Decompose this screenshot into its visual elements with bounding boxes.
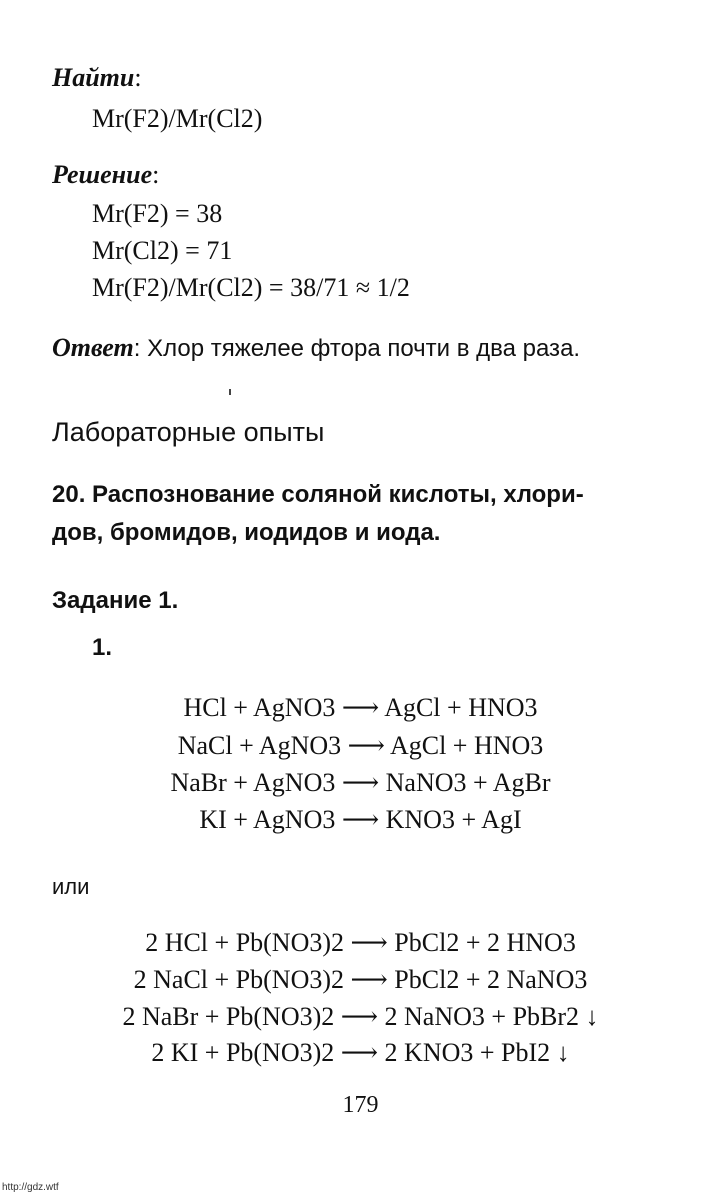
equation-5: 2 HCl + Pb(NO3)2 ⟶ PbCl2 + 2 HNO3: [145, 928, 576, 957]
equation-2: NaCl + AgNO3 ⟶ AgCl + HNO3: [177, 731, 544, 760]
equation-8: 2 KI + Pb(NO3)2 ⟶ 2 KNO3 + PbI2 ↓: [151, 1038, 570, 1067]
equation-3: NaBr + AgNO3 ⟶ NaNO3 + AgBr: [170, 768, 551, 797]
section-heading: Лабораторные опыты: [52, 417, 325, 447]
page-number: 179: [342, 1092, 379, 1118]
task-title-line-1: 20. Распознование соляной кислоты, хлори-: [52, 481, 584, 508]
solution-label: Решение:: [52, 160, 160, 189]
solution-line-3: Mr(F2)/Mr(Cl2) = 38/71 ≈ 1/2: [92, 273, 410, 302]
equation-1: HCl + AgNO3 ⟶ AgCl + HNO3: [183, 693, 538, 722]
equation-6: 2 NaCl + Pb(NO3)2 ⟶ PbCl2 + 2 NaNO3: [133, 965, 588, 994]
scan-speck: [229, 389, 231, 395]
find-label: Найти:: [52, 63, 142, 92]
task-title-line-2: дов, бромидов, иодидов и иода.: [52, 519, 441, 546]
equation-7: 2 NaBr + Pb(NO3)2 ⟶ 2 NaNO3 + PbBr2 ↓: [122, 1002, 599, 1031]
or-text: или: [52, 874, 90, 899]
answer-paragraph: [52, 333, 580, 363]
footer-url[interactable]: http://gdz.wtf: [2, 1182, 59, 1193]
answer-text: : Хлор тяжелее фтора почти в два раза.: [133, 335, 581, 362]
assignment-item-number: 1.: [92, 634, 113, 661]
assignment-title: Задание 1.: [52, 587, 179, 614]
find-expression: Mr(F2)/Mr(Cl2): [92, 104, 263, 133]
equation-4: KI + AgNO3 ⟶ KNO3 + AgI: [199, 805, 522, 834]
solution-line-2: Mr(Cl2) = 71: [92, 236, 233, 265]
solution-line-1: Mr(F2) = 38: [92, 199, 223, 228]
answer-label: Ответ: [52, 333, 134, 362]
